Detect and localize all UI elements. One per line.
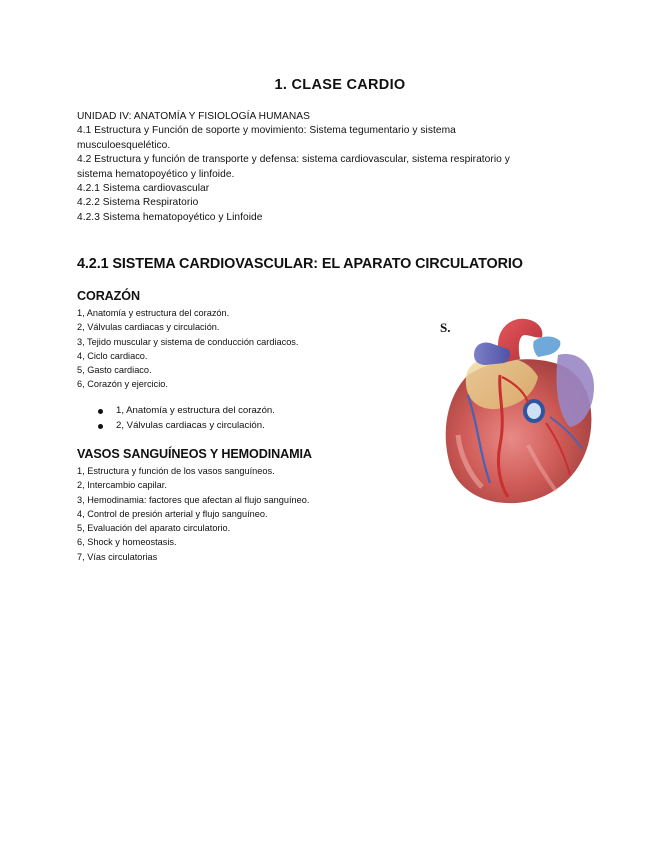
list-item: 6, Corazón y ejercicio.	[77, 379, 168, 390]
vasos-topic-list	[77, 464, 417, 564]
list-item: 1, Estructura y función de los vasos sanguíneos.	[77, 466, 275, 476]
corazon-heading: CORAZÓN	[77, 289, 140, 303]
corazon-bullet-list	[96, 404, 275, 433]
list-item: 5, Evaluación del aparato circulatorio.	[77, 523, 231, 534]
list-item: 4, Ciclo cardiaco.	[77, 350, 148, 361]
outline-line: 4.2.3 Sistema hematopoyético y Linfoide	[77, 211, 263, 223]
figure-label: S.	[440, 320, 451, 335]
section-heading: 4.2.1 SISTEMA CARDIOVASCULAR: EL APARATO CIRCULATORIO	[77, 256, 523, 272]
outline-line: 4.2.2 Sistema Respiratorio	[77, 197, 199, 209]
bullet-item: 2, Válvulas cardiacas y circulación.	[96, 419, 275, 434]
list-item: 3, Hemodinamia: factores que afectan al flujo sanguíneo.	[77, 494, 310, 505]
vasos-heading: VASOS SANGUÍNEOS Y HEMODINAMIA	[77, 447, 312, 461]
outline-line: UNIDAD IV: ANATOMÍA Y FISIOLOGÍA HUMANAS	[77, 111, 310, 122]
list-item: 2, Válvulas cardiacas y circulación.	[77, 322, 220, 333]
list-item: 7, Vías circulatorias	[77, 551, 158, 562]
outline-line: sistema hematopoyético y linfoide.	[77, 168, 235, 180]
list-item: 6, Shock y homeostasis.	[77, 537, 177, 548]
list-item: 1, Anatomía y estructura del corazón.	[77, 308, 230, 318]
corazon-topic-list	[77, 306, 417, 392]
list-item: 3, Tejido muscular y sistema de conducción cardiacos.	[77, 336, 299, 347]
outline-line: 4.2 Estructura y función de transporte y defensa: sistema cardiovascular, sistema respiratorio y	[77, 154, 510, 166]
list-item: 2, Intercambio capilar.	[77, 480, 167, 491]
course-outline	[77, 110, 577, 225]
outline-line: 4.1 Estructura y Función de soporte y movimiento: Sistema tegumentario y sistema	[77, 125, 456, 137]
page-title: 1. CLASE CARDIO	[274, 77, 406, 93]
outline-line: musculoesquelético.	[77, 139, 171, 151]
bullet-item: 1, Anatomía y estructura del corazón.	[96, 404, 275, 419]
list-item: 5, Gasto cardiaco.	[77, 365, 152, 376]
heart-anatomy-icon	[438, 315, 596, 507]
outline-line: 4.2.1 Sistema cardiovascular	[77, 183, 210, 195]
list-item: 4, Control de presión arterial y flujo sanguíneo.	[77, 508, 268, 519]
